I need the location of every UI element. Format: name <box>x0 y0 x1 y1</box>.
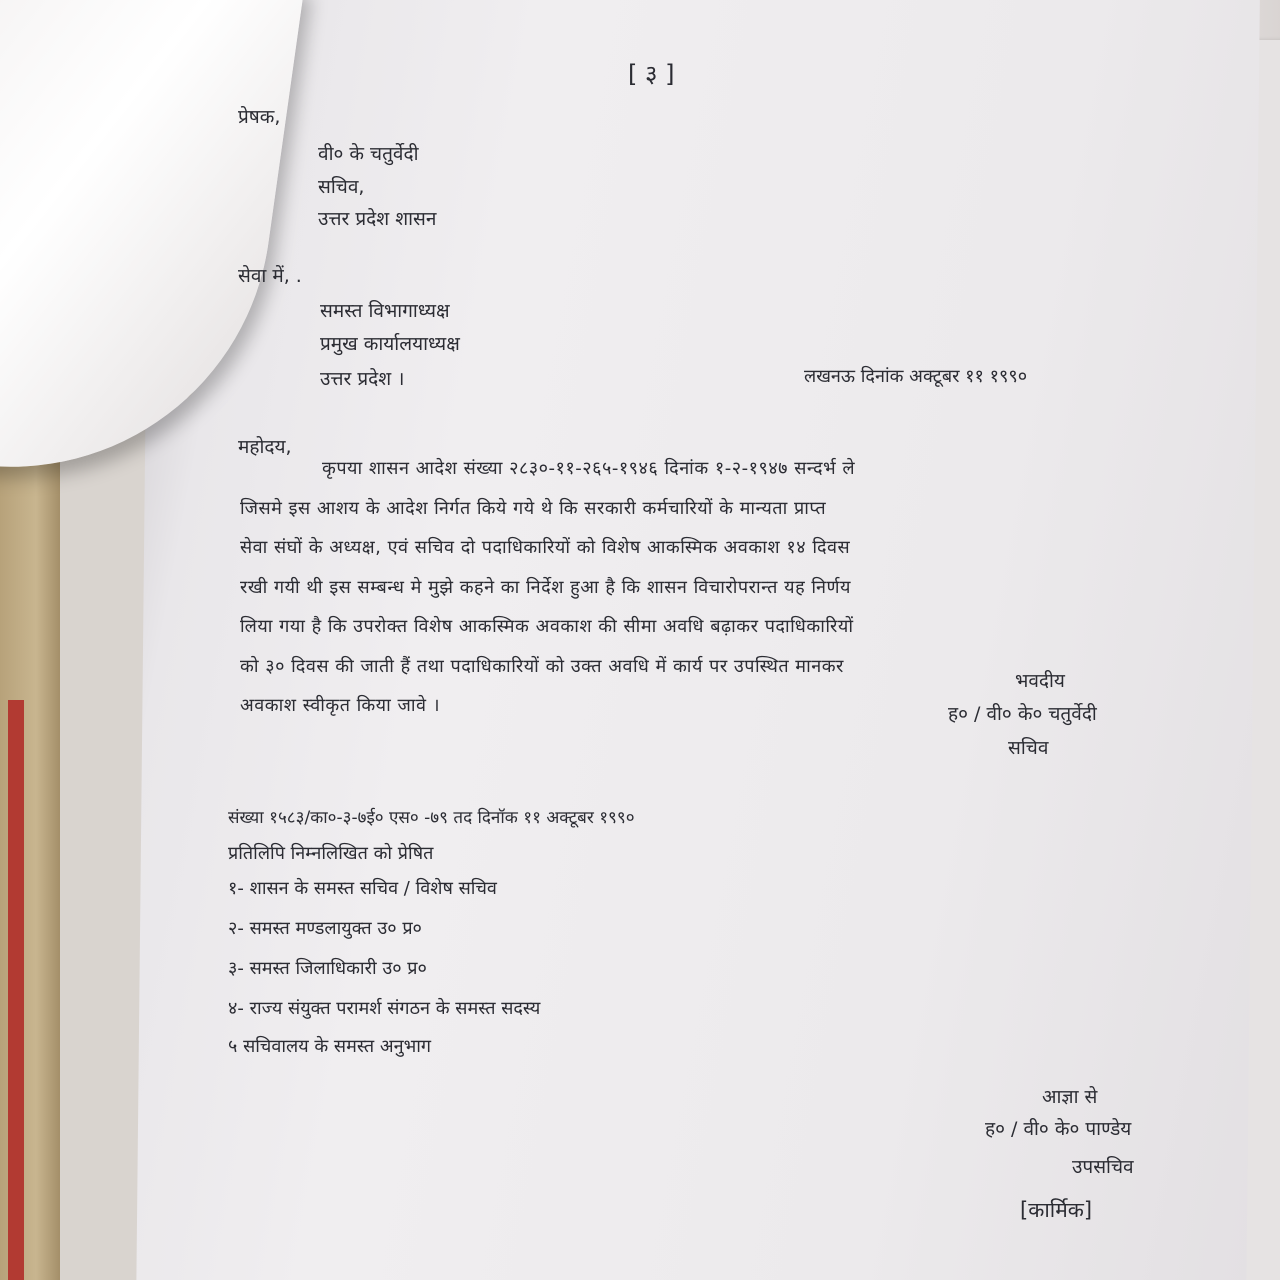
order-designation: उपसचिव <box>1072 1156 1134 1178</box>
copy-list-item: १- शासन के समस्त सचिव / विशेष सचिव <box>228 878 497 899</box>
body-line: अवकाश स्वीकृत किया जावे । <box>240 695 441 716</box>
place-date: लखनऊ दिनांक अक्टूबर ११ १९९० <box>804 366 1028 387</box>
page-number: [ ३ ] <box>628 60 675 88</box>
body-line: जिसमे इस आशय के आदेश निर्गत किये गये थे कि सरकारी कर्मचारियों के मान्यता प्राप्त <box>240 497 827 519</box>
body-line: रखी गयी थी इस सम्बन्ध मे मुझे कहने का निर्देश हुआ है कि शासन विचारोपरान्त यह निर्णय <box>240 576 851 598</box>
department-tag: [कार्मिक] <box>1020 1198 1093 1222</box>
body-line: सेवा संघों के अध्यक्ष, एवं सचिव दो पदाधिकारियों को विशेष आकस्मिक अवकाश १४ दिवस <box>240 537 851 558</box>
sender-label: प्रेषक, <box>238 106 281 128</box>
copy-list-item: ३- समस्त जिलाधिकारी उ० प्र० <box>228 958 427 979</box>
order-signature: ह० / वी० के० पाण्डेय <box>985 1118 1132 1140</box>
sender-office: उत्तर प्रदेश शासन <box>318 208 437 230</box>
body-line: कृपया शासन आदेश संख्या २८३०-११-२६५-१९४६ दिनांक १-२-१९४७ सन्दर्भ ले <box>322 458 856 479</box>
sender-name: वी० के चतुर्वेदी <box>318 143 419 165</box>
recipient-line-2: प्रमुख कार्यालयाध्यक्ष <box>320 333 460 355</box>
copy-list-item: २- समस्त मण्डलायुक्त उ० प्र० <box>228 918 422 939</box>
body-line: को ३० दिवस की जाती हैं तथा पदाधिकारियों को उक्त अवधि में कार्य पर उपस्थित मानकर <box>240 655 844 677</box>
recipient-line-3: उत्तर प्रदेश । <box>320 368 405 390</box>
copy-list-item: ४- राज्य संयुक्त परामर्श संगठन के समस्त सदस्य <box>228 998 541 1019</box>
copy-list-item: ५ सचिवालय के समस्त अनुभाग <box>228 1036 432 1057</box>
recipient-line-1: समस्त विभागाध्यक्ष <box>320 300 450 322</box>
salutation: महोदय, <box>238 436 292 458</box>
closing-signature: ह० / वी० के० चतुर्वेदी <box>948 703 1097 725</box>
letter-body <box>240 458 855 735</box>
closing-designation: सचिव <box>1008 737 1049 759</box>
sender-designation: सचिव, <box>318 176 365 198</box>
body-line: लिया गया है कि उपरोक्त विशेष आकस्मिक अवकाश की सीमा अवधि बढ़ाकर पदाधिकारियों <box>240 616 854 637</box>
copy-heading: प्रतिलिपि निम्नलिखित को प्रेषित <box>228 843 434 864</box>
by-order: आज्ञा से <box>1042 1086 1098 1108</box>
recipient-label: सेवा में, . <box>238 265 302 287</box>
reference-line: संख्या १५८३/का०-३-७ई० एस० -७९ तद दिनॉक ११ अक्टूबर १९९० <box>228 808 635 828</box>
valediction: भवदीय <box>1015 670 1065 692</box>
